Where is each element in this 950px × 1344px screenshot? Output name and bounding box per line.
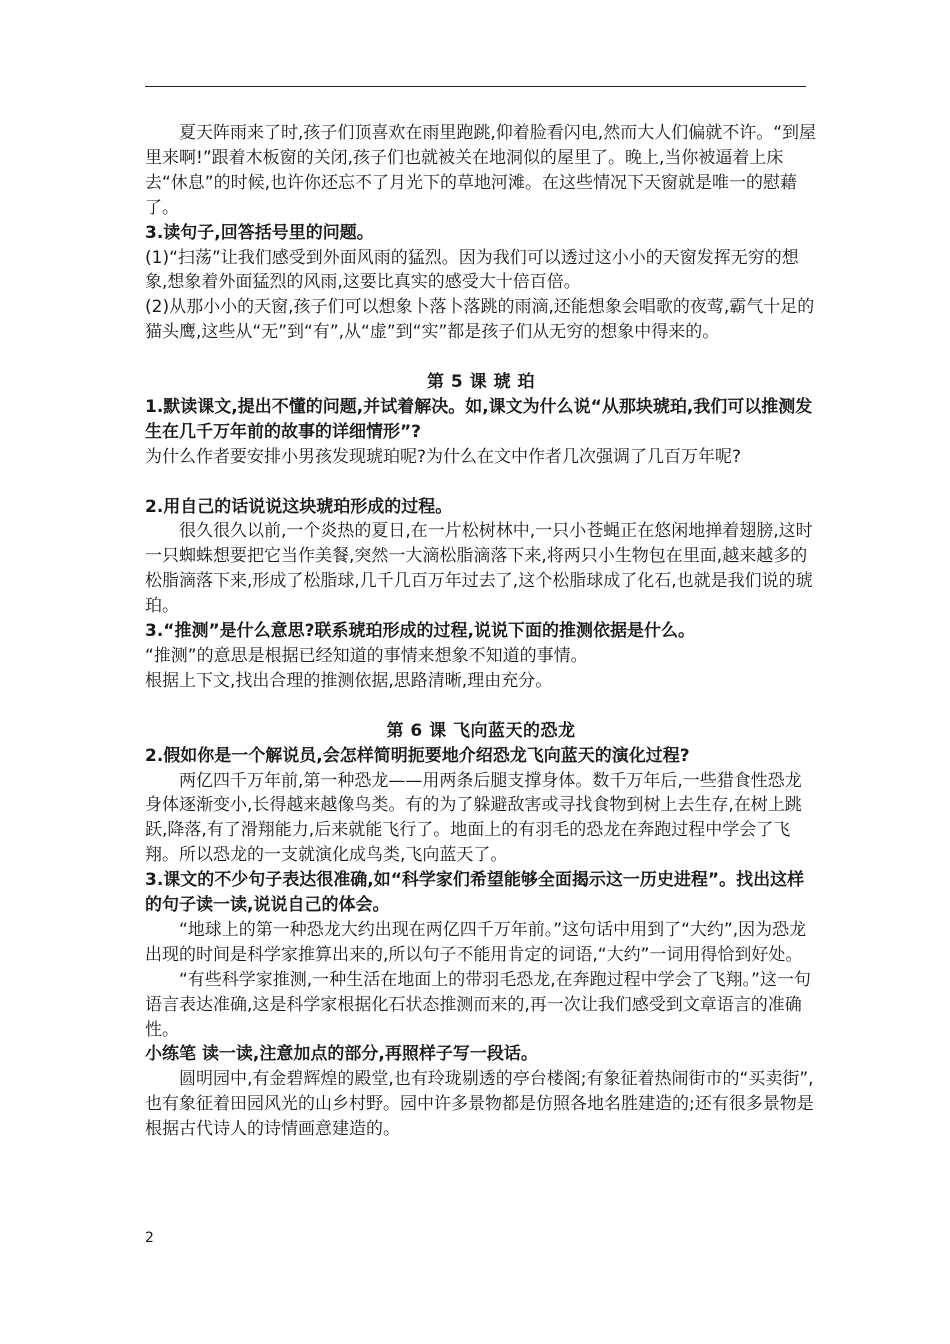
lesson5-title: 第 5 课 琥 珀 — [426, 372, 535, 393]
lesson6-question-2: 2.假如你是一个解说员,会怎样简明扼要地介绍恐龙飞向蓝天的演化过程? — [145, 745, 690, 766]
lesson4-answer-2: (2)从那小小的天窗,孩子们可以想象卜落卜落跳的雨滴,还能想象会唱歌的夜莺,霸气十足的猫头鹰,这些从“无”到“有”,从“虚”到“实”都是孩子们从无穷的想象中得来的。 — [145, 297, 815, 343]
section-spacer — [145, 345, 817, 370]
section-spacer — [145, 694, 817, 719]
lesson5-answer-1: 为什么作者要安排小男孩发现琥珀呢?为什么在文中作者几次强调了几百万年呢? — [145, 446, 742, 467]
lesson6-practice-text: 圆明园中,有金碧辉煌的殿堂,也有玲珑剔透的亭台楼阁;有象征着热闹街市的“买卖街”,也有象征着田园风光的山乡村野。园中许多景物都是仿照各地名胜建造的;还有很多景物是根据古代诗人的诗情画意建造的。 — [145, 1069, 814, 1140]
lesson4-question-3: 3.读句子,回答括号里的问题。 — [145, 222, 374, 243]
lesson6-practice-title: 小练笔 读一读,注意加点的部分,再照样子写一段话。 — [145, 1044, 538, 1065]
lesson6-answer-3-2: “有些科学家推测,一种生活在地面上的带羽毛恐龙,在奔跑过程中学会了飞翔。”这一句语言表达准确,这是科学家根据化石状态推测而来的,再一次让我们感受到文章语言的准确性。 — [145, 969, 811, 1040]
section-spacer — [145, 470, 817, 495]
page-number: 2 — [145, 1230, 154, 1246]
lesson5-answer-2: 很久很久以前,一个炎热的夏日,在一片松树林中,一只小苍蝇正在悠闲地掸着翅膀,这时一只蜘蛛想要把它当作美餐,突然一大滴松脂滴落下来,将两只小生物包在里面,越来越多的松脂滴落下来,形成了松脂球,几千几百万年过去了,这个松脂球成了化石,也就是我们说的琥珀。 — [145, 521, 813, 617]
lesson6-answer-2: 两亿四千万年前,第一种恐龙——用两条后腿支撑身体。数千万年后,一些猎食性恐龙身体逐渐变小,长得越来越像鸟类。有的为了躲避敌害或寻找食物到树上去生存,在树上跳跃,降落,有了滑翔能力,后来就能飞行了。地面上的有羽毛的恐龙在奔跑过程中学会了飞翔。所以恐龙的一支就演化成鸟类,飞向蓝天了。 — [145, 770, 802, 866]
header-rule — [145, 86, 806, 87]
lesson6-answer-3-1: “地球上的第一种恐龙大约出现在两亿四千万年前。”这句话中用到了“大约”,因为恐龙出现的时间是科学家推算出来的,所以句子不能用肯定的词语,“大约”一词用得恰到好处。 — [145, 919, 807, 965]
lesson5-question-2: 2.用自己的话说说这块琥珀形成的过程。 — [145, 496, 453, 517]
lesson5-question-1: 1.默读课文,提出不懂的问题,并试着解决。如,课文为什么说“从那块琥珀,我们可以推测发生在几千万年前的故事的详细情形”? — [145, 396, 813, 442]
lesson6-title: 第 6 课 飞向蓝天的恐龙 — [386, 720, 576, 741]
lesson5-question-3: 3.“推测”是什么意思?联系琥珀形成的过程,说说下面的推测依据是什么。 — [145, 621, 695, 642]
lesson4-passage: 夏天阵雨来了时,孩子们顶喜欢在雨里跑跳,仰着脸看闪电,然而大人们偏就不许。“到屋里来啊!”跟着木板窗的关闭,孩子们也就被关在地洞似的屋里了。晚上,当你被逼着上床去“休息”的时候,也许你还忘不了月光下的草地河滩。在这些情况下天窗就是唯一的慰藉了。 — [145, 123, 817, 218]
page-content — [145, 121, 817, 1142]
lesson4-answer-1: (1)“扫荡”让我们感受到外面风雨的猛烈。因为我们可以透过这小小的天窗发挥无穷的想象,想象着外面猛烈的风雨,这要比真实的感受大十倍百倍。 — [145, 247, 799, 293]
lesson5-answer-3-2: 根据上下文,找出合理的推测依据,思路清晰,理由充分。 — [145, 670, 553, 691]
lesson6-question-3: 3.课文的不少句子表达很准确,如“科学家们希望能够全面揭示这一历史进程”。找出这样的句子读一读,说说自己的体会。 — [145, 870, 805, 916]
lesson5-answer-3-1: “推测”的意思是根据已经知道的事情来想象不知道的事情。 — [145, 646, 588, 666]
